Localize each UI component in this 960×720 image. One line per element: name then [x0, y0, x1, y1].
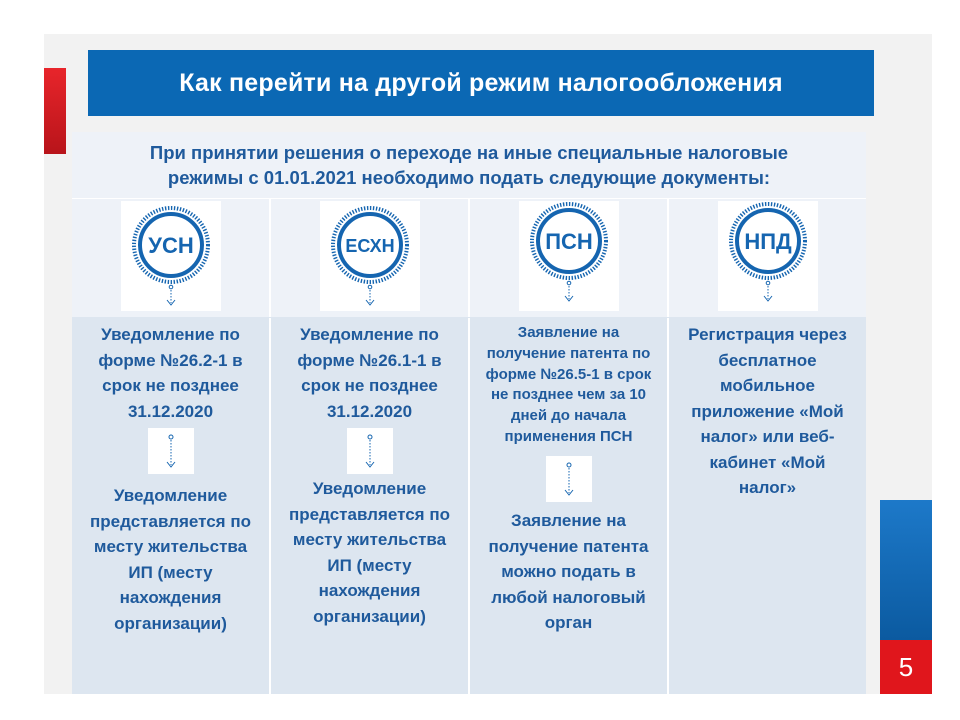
regimes-table [72, 132, 866, 694]
slide-title [88, 50, 874, 116]
npd-column [669, 318, 866, 694]
npd-step1-text: Регистрация через бесплатное мобильное приложение «Мой налог» или веб- кабинет «Мой налог» [688, 325, 847, 497]
psn-badge-icon [519, 201, 619, 311]
badge-row [72, 199, 866, 317]
eshn-badge-label: ЕСХН [344, 236, 395, 256]
intro-line-2: режимы с 01.01.2021 необходимо подать следующие документы: [167, 167, 771, 188]
page-number-box [880, 640, 932, 694]
badge-cell-psn [470, 199, 669, 317]
psn-step2-text: Заявление на получение патента можно подать в любой налоговый орган [488, 511, 649, 632]
npd-badge-icon [718, 201, 818, 311]
usn-arrow-card [148, 428, 194, 474]
usn-step2-text: Уведомление представляется по месту жительства ИП (месту нахождения организации) [90, 486, 251, 633]
npd-badge-label: НПД [743, 229, 792, 254]
usn-badge-icon [121, 201, 221, 311]
eshn-arrow-card [347, 428, 393, 474]
usn-step1-text: Уведомление по форме №26.2-1 в срок не позднее 31.12.2020 [98, 325, 243, 421]
usn-badge-label: УСН [147, 233, 194, 258]
eshn-step1-text: Уведомление по форме №26.1-1 в срок не позднее 31.12.2020 [297, 325, 442, 421]
eshn-step2-text: Уведомление представляется по месту жительства ИП (месту нахождения организации) [289, 479, 450, 626]
npd-badge-card [718, 201, 818, 311]
eshn-badge-icon [320, 201, 420, 311]
psn-badge-card [519, 201, 619, 311]
psn-column [470, 318, 669, 694]
psn-step1-text: Заявление на получение патента по форме №26.5-1 в срок не позднее чем за 10 дней до начала применения ПСН [485, 324, 652, 445]
arrow-down-icon [347, 428, 393, 474]
usn-badge-card [121, 201, 221, 311]
arrow-down-icon [546, 456, 592, 502]
right-blue-accent [880, 500, 932, 640]
badge-cell-eshn [271, 199, 470, 317]
arrow-down-icon [148, 428, 194, 474]
psn-badge-label: ПСН [544, 229, 593, 254]
eshn-column [271, 318, 470, 694]
psn-arrow-card [546, 456, 592, 502]
eshn-badge-card [320, 201, 420, 311]
page-number: 5 [898, 651, 914, 682]
left-red-accent [44, 68, 66, 154]
badge-cell-npd [669, 199, 866, 317]
table-header [72, 132, 866, 199]
intro-line-1: При принятии решения о переходе на иные специальные налоговые [149, 142, 789, 163]
slide-title-text: Как перейти на другой режим налогообложения [179, 68, 783, 97]
badge-cell-usn [72, 199, 271, 317]
usn-column [72, 318, 271, 694]
requirements-row [72, 318, 866, 694]
